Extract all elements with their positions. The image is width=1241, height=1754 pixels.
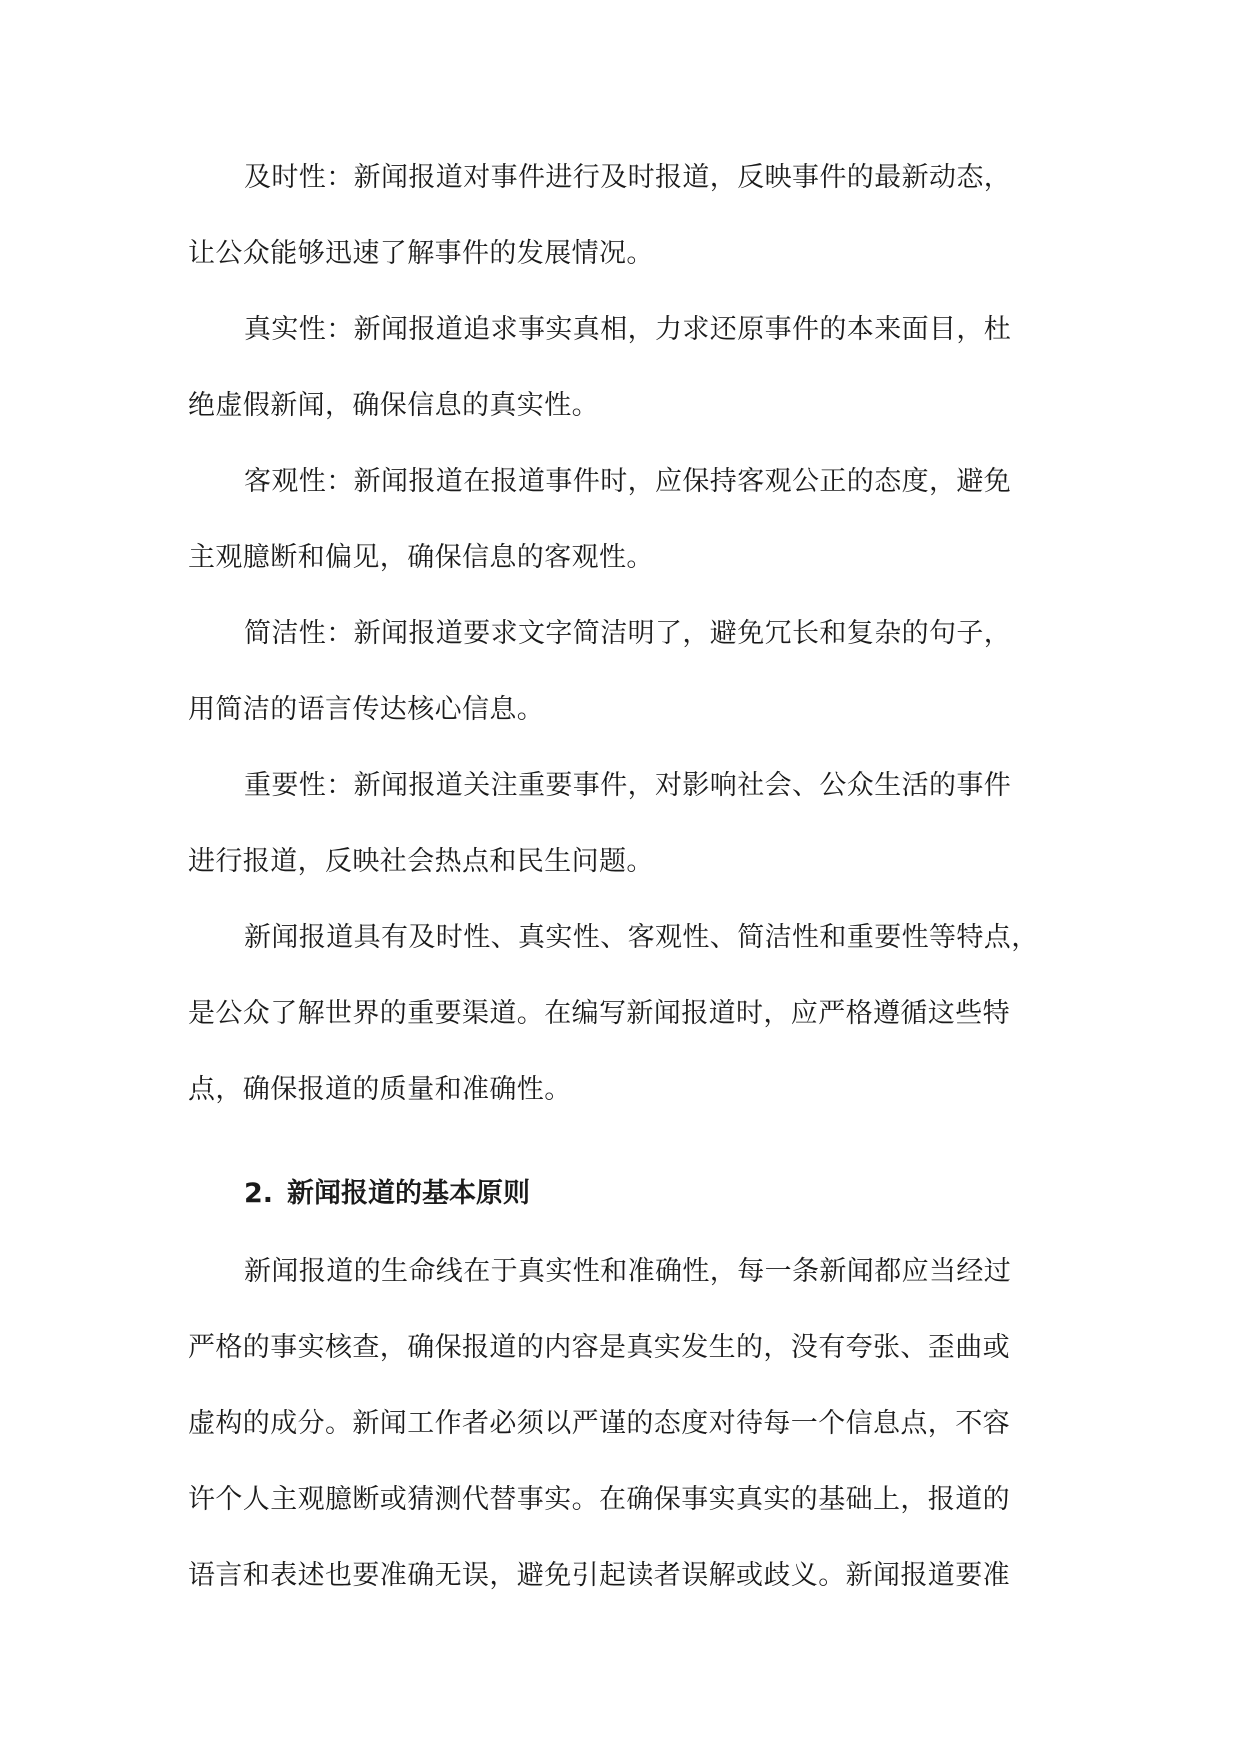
paragraph-line: 真实性：新闻报道追求事实真相，力求还原事件的本来面目，杜 bbox=[244, 314, 1012, 345]
paragraph-line: 重要性：新闻报道关注重要事件，对影响社会、公众生活的事件 bbox=[244, 770, 1012, 801]
paragraph-objectivity bbox=[188, 444, 1050, 596]
paragraph-line: 让公众能够迅速了解事件的发展情况。 bbox=[188, 238, 654, 269]
paragraph-line: 虚构的成分。新闻工作者必须以严谨的态度对待每一个信息点，不容 bbox=[188, 1408, 1010, 1439]
section-title: 新闻报道的基本原则 bbox=[287, 1178, 531, 1209]
paragraph-summary bbox=[188, 900, 1050, 1128]
paragraph-line: 绝虚假新闻，确保信息的真实性。 bbox=[188, 390, 599, 421]
paragraph-line: 新闻报道的生命线在于真实性和准确性，每一条新闻都应当经过 bbox=[244, 1256, 1012, 1287]
paragraph-line: 许个人主观臆断或猜测代替事实。在确保事实真实的基础上，报道的 bbox=[188, 1484, 1010, 1515]
paragraph-timeliness bbox=[188, 140, 1050, 292]
paragraph-line: 主观臆断和偏见，确保信息的客观性。 bbox=[188, 542, 654, 573]
paragraph-principles bbox=[188, 1234, 1050, 1614]
paragraph-authenticity bbox=[188, 292, 1050, 444]
paragraph-line: 客观性：新闻报道在报道事件时，应保持客观公正的态度，避免 bbox=[244, 466, 1012, 497]
paragraph-line: 点，确保报道的质量和准确性。 bbox=[188, 1074, 572, 1105]
paragraph-line: 语言和表述也要准确无误，避免引起读者误解或歧义。新闻报道要准 bbox=[188, 1560, 1010, 1591]
paragraph-conciseness bbox=[188, 596, 1050, 748]
paragraph-line: 用简洁的语言传达核心信息。 bbox=[188, 694, 545, 725]
paragraph-importance bbox=[188, 748, 1050, 900]
paragraph-line: 严格的事实核查，确保报道的内容是真实发生的，没有夸张、歪曲或 bbox=[188, 1332, 1010, 1363]
paragraph-line: 进行报道，反映社会热点和民生问题。 bbox=[188, 846, 654, 877]
paragraph-line: 是公众了解世界的重要渠道。在编写新闻报道时，应严格遵循这些特 bbox=[188, 998, 1010, 1029]
paragraph-line: 新闻报道具有及时性、真实性、客观性、简洁性和重要性等特点， bbox=[244, 922, 1039, 953]
document-page bbox=[188, 140, 1050, 1614]
paragraph-line: 简洁性：新闻报道要求文字简洁明了，避免冗长和复杂的句子， bbox=[244, 618, 1012, 649]
section-number: 2. bbox=[244, 1178, 274, 1209]
paragraph-line: 及时性：新闻报道对事件进行及时报道，反映事件的最新动态， bbox=[244, 162, 1012, 193]
section-heading bbox=[188, 1156, 1050, 1232]
